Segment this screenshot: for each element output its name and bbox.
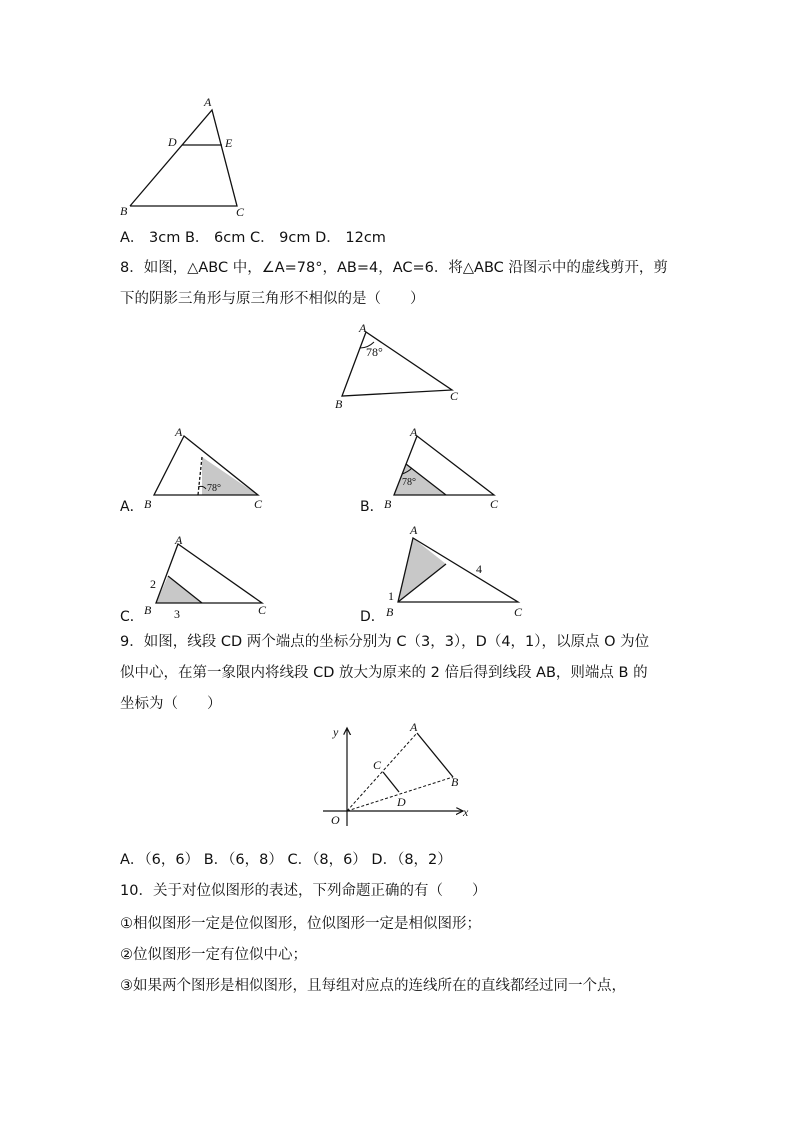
q8-option-a-figure bbox=[140, 424, 275, 514]
svg-text:D: D bbox=[397, 795, 406, 809]
q8-option-a-label: A． bbox=[120, 499, 144, 515]
q8-option-d-label: D． bbox=[360, 609, 385, 625]
q9-coordinate-figure bbox=[315, 720, 480, 830]
svg-text:A: A bbox=[410, 720, 418, 734]
q8-text-line1: 8．如图，△ABC 中，∠A=78°，AB=4，AC=6．将△ABC 沿图示中的虚线剪开，剪 bbox=[120, 260, 668, 276]
q10-text-line1: 10．关于对位似图形的表述，下列命题正确的有（ ） bbox=[120, 883, 487, 899]
q8-angle-label: 78° bbox=[366, 345, 383, 359]
svg-text:B: B bbox=[144, 603, 152, 617]
svg-text:A: A bbox=[175, 425, 183, 439]
q9-axis-y: y bbox=[333, 725, 339, 739]
svg-text:B: B bbox=[451, 775, 459, 789]
svg-text:C: C bbox=[490, 497, 499, 511]
q9-axis-x: x bbox=[463, 805, 469, 819]
label-b: B bbox=[120, 204, 128, 218]
svg-text:C: C bbox=[254, 497, 263, 511]
svg-text:B: B bbox=[386, 605, 394, 619]
svg-text:A: A bbox=[410, 523, 418, 537]
label-e: E bbox=[225, 136, 233, 150]
q8-option-d-figure bbox=[380, 520, 530, 622]
q9-text-line1: 9．如图，线段 CD 两个端点的坐标分别为 C（3，3），D（4，1），以原点 O 为位 bbox=[120, 634, 650, 650]
q9-options: A．（6，6） B．（6，8） C．（8，6） D．（8，2） bbox=[120, 852, 452, 868]
svg-text:C: C bbox=[258, 603, 267, 617]
q9-origin: O bbox=[331, 813, 340, 827]
q9-text-line3: 坐标为（ ） bbox=[120, 696, 222, 712]
q8-option-c-figure bbox=[140, 532, 275, 622]
q10-item3: ③如果两个图形是相似图形，且每组对应点的连线所在的直线都经过同一个点， bbox=[120, 978, 626, 994]
q10-item2: ②位似图形一定有位似中心； bbox=[120, 947, 307, 963]
q7-options: A． 3cm B． 6cm C． 9cm D． 12cm bbox=[120, 230, 386, 246]
svg-text:A: A bbox=[359, 321, 367, 335]
svg-text:C: C bbox=[373, 758, 382, 772]
q9-text-line2: 似中心，在第一象限内将线段 CD 放大为原来的 2 倍后得到线段 AB，则端点 B 的 bbox=[120, 665, 648, 681]
svg-text:A: A bbox=[410, 425, 418, 439]
svg-text:78°: 78° bbox=[207, 483, 221, 494]
svg-text:78°: 78° bbox=[402, 477, 416, 488]
q8-main-triangle bbox=[330, 318, 470, 413]
q8-option-c-label: C． bbox=[120, 609, 144, 625]
label-d: D bbox=[168, 135, 177, 149]
svg-text:B: B bbox=[144, 497, 152, 511]
q8-text-line2: 下的阴影三角形与原三角形不相似的是（ ） bbox=[120, 291, 425, 307]
q8-option-c-side-3: 3 bbox=[174, 607, 180, 621]
q8-option-d-side-4: 4 bbox=[476, 562, 482, 576]
label-a: A bbox=[204, 95, 212, 109]
q10-item1: ①相似图形一定是位似图形，位似图形一定是相似图形； bbox=[120, 916, 481, 932]
q7-triangle-figure bbox=[110, 92, 260, 222]
svg-text:C: C bbox=[514, 605, 523, 619]
q8-option-b-label: B． bbox=[360, 499, 384, 515]
svg-text:A: A bbox=[175, 533, 183, 547]
label-c: C bbox=[236, 205, 245, 219]
q8-option-b-figure bbox=[380, 424, 510, 514]
svg-text:B: B bbox=[384, 497, 392, 511]
q8-option-d-side-1: 1 bbox=[388, 589, 394, 603]
svg-text:B: B bbox=[335, 397, 343, 411]
svg-text:C: C bbox=[450, 389, 459, 403]
q8-option-c-side-2: 2 bbox=[150, 577, 156, 591]
